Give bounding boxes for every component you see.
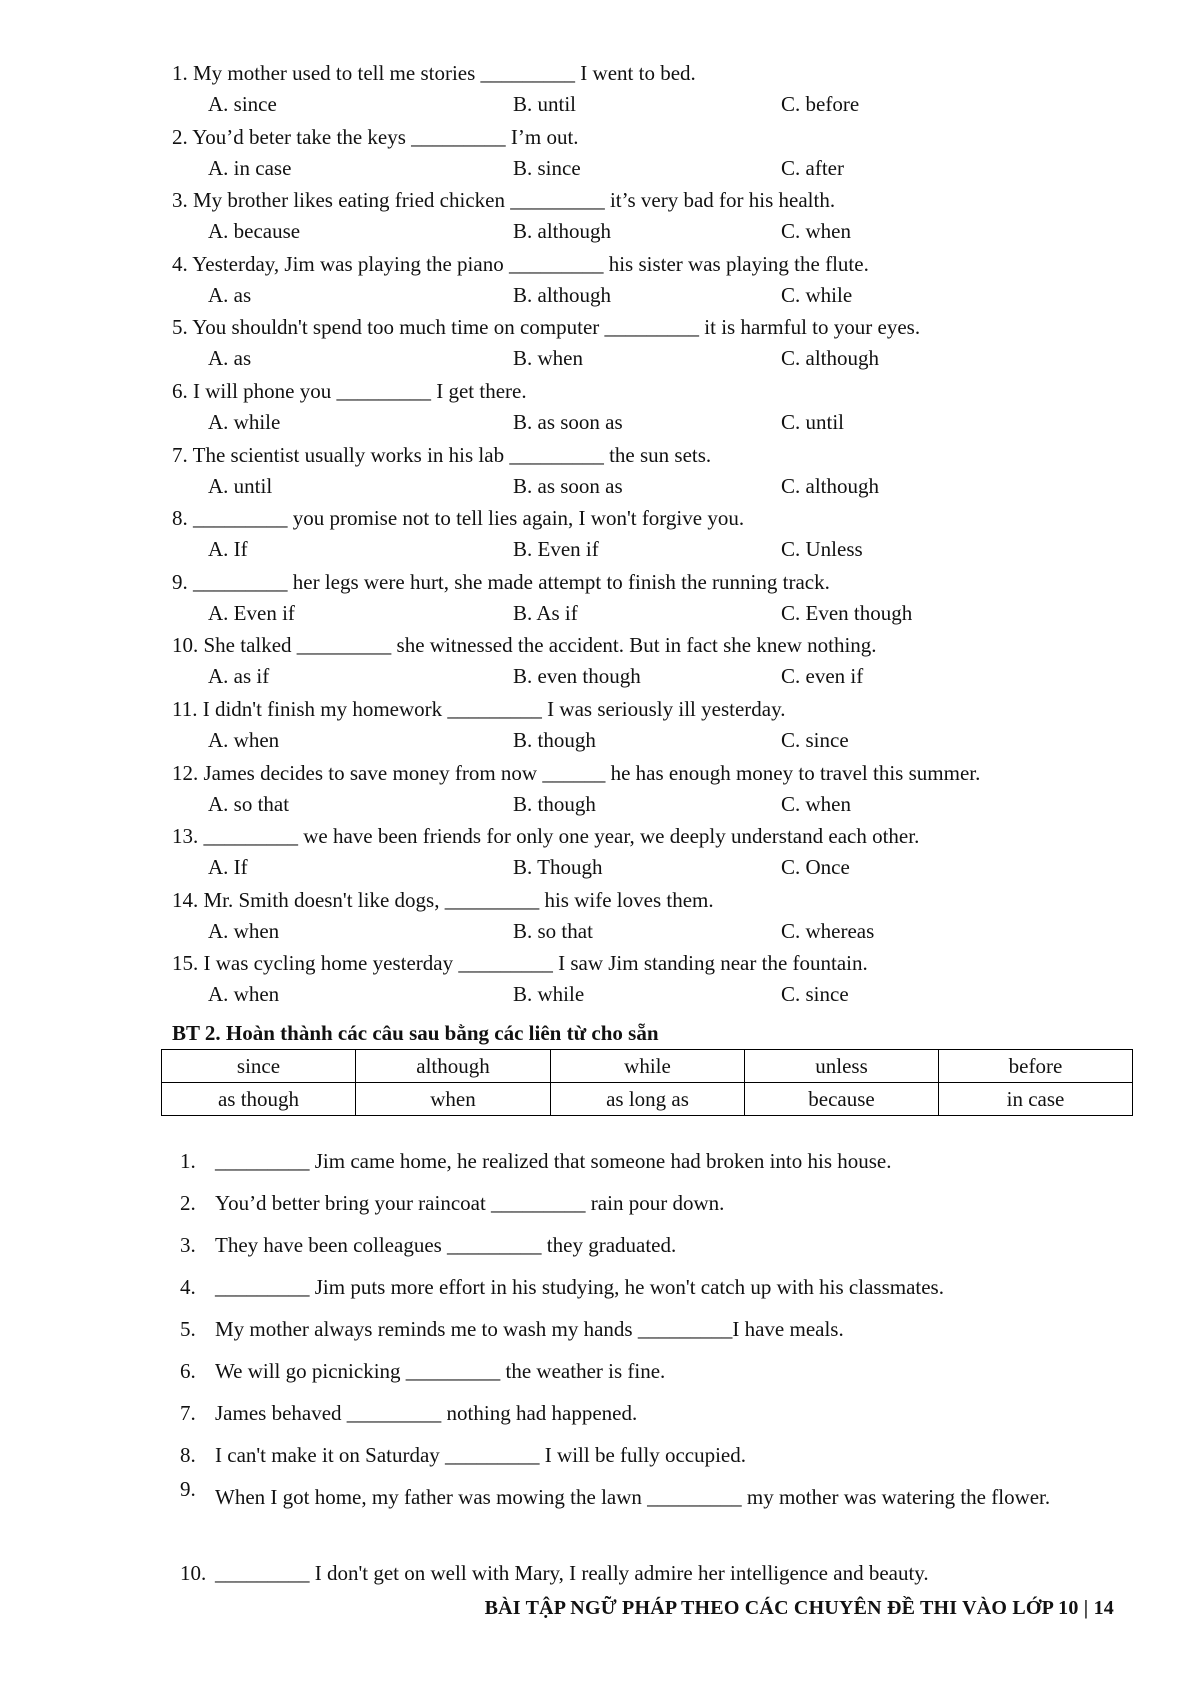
option-c: C. since — [781, 982, 849, 1007]
question-number: 4. — [172, 251, 188, 276]
sentence-text: They have been colleagues _________ they graduated. — [215, 1233, 677, 1257]
option-b: B. although — [513, 282, 611, 307]
option-c: C. until — [781, 409, 845, 434]
question-text: Yesterday, Jim was playing the piano _________ his sister was playing the flute. — [192, 251, 869, 276]
section-heading: BT 2. Hoàn thành các câu sau bằng các liên từ cho sẵn — [172, 1021, 659, 1045]
option-c: C. whereas — [781, 918, 875, 943]
answer-options — [208, 600, 1108, 626]
question-text: _________ you promise not to tell lies again, I won't forgive you. — [193, 506, 745, 531]
question — [172, 760, 1162, 824]
sentence-number: 5. — [180, 1317, 196, 1341]
question-text: I was cycling home yesterday _________ I saw Jim standing near the fountain. — [203, 951, 868, 976]
option-a: A. as — [208, 282, 252, 307]
fill-sentence — [180, 1400, 1140, 1442]
option-b: B. Though — [513, 855, 603, 880]
option-a: A. Even if — [208, 600, 295, 625]
question-text: James decides to save money from now ______ he has enough money to travel this summer. — [203, 760, 981, 785]
sentence-number: 4. — [180, 1275, 196, 1299]
option-b: B. when — [513, 346, 583, 371]
question — [172, 60, 1162, 124]
question-text: Mr. Smith doesn't like dogs, _________ his wife loves them. — [203, 887, 714, 912]
option-c: C. Once — [781, 855, 850, 880]
option-b: B. though — [513, 727, 596, 752]
option-b: B. while — [513, 982, 585, 1007]
answer-options — [208, 791, 1108, 817]
word-bank-cell: although — [356, 1050, 551, 1083]
sentence-number: 1. — [180, 1149, 196, 1173]
question-text: _________ her legs were hurt, she made attempt to finish the running track. — [193, 569, 830, 594]
option-a: A. in case — [208, 155, 292, 180]
option-c: C. when — [781, 219, 851, 244]
answer-options — [208, 91, 1108, 117]
word-bank-cell: since — [162, 1050, 356, 1083]
fill-sentence — [180, 1358, 1140, 1400]
option-c: C. Even though — [781, 600, 913, 625]
option-a: A. as if — [208, 664, 270, 689]
question-number: 1. — [172, 61, 188, 85]
question-text: You shouldn't spend too much time on computer _________ it is harmful to your eyes. — [192, 315, 921, 340]
question-stem — [172, 950, 868, 976]
word-bank-row — [162, 1050, 1133, 1083]
question-stem — [172, 124, 579, 150]
question-number: 6. — [172, 378, 188, 403]
answer-options — [208, 727, 1108, 753]
option-b: B. As if — [513, 600, 578, 625]
option-b: B. even though — [513, 664, 641, 689]
question — [172, 124, 1162, 188]
fill-sentence — [180, 1148, 1140, 1190]
option-b: B. as soon as — [513, 409, 623, 434]
sentence-number: 2. — [180, 1191, 196, 1215]
fill-sentence — [180, 1316, 1140, 1358]
option-b: B. Even if — [513, 537, 599, 562]
question-number: 15. — [172, 951, 199, 976]
option-b: B. though — [513, 791, 596, 816]
sentence-number: 10. — [180, 1561, 207, 1585]
question-stem — [172, 569, 830, 595]
answer-options — [208, 345, 1108, 371]
question-number: 3. — [172, 188, 188, 213]
question-stem — [172, 823, 919, 849]
fill-sentence — [180, 1560, 1140, 1602]
question-text: My brother likes eating fried chicken _________ it’s very bad for his health. — [193, 188, 836, 213]
word-bank-table — [161, 1049, 1133, 1116]
option-a: A. since — [208, 92, 277, 116]
sentence-number: 9. — [180, 1477, 196, 1501]
question-number: 14. — [172, 887, 199, 912]
sentence-number: 3. — [180, 1233, 196, 1257]
fill-sentence — [180, 1274, 1140, 1316]
question-number: 13. — [172, 824, 199, 849]
question-stem — [172, 632, 877, 658]
question-number: 9. — [172, 569, 188, 594]
answer-options — [208, 981, 1108, 1007]
option-c: C. while — [781, 282, 853, 307]
answer-options — [208, 155, 1108, 181]
question-text: The scientist usually works in his lab _________ the sun sets. — [192, 442, 712, 467]
option-b: B. until — [513, 92, 577, 116]
option-c: C. after — [781, 155, 844, 180]
fill-sentence — [180, 1476, 1140, 1560]
fill-in-section — [180, 1148, 1140, 1602]
question-stem — [172, 505, 744, 531]
option-a: A. when — [208, 918, 280, 943]
question-number: 2. — [172, 124, 188, 149]
question-number: 10. — [172, 633, 199, 658]
option-a: A. while — [208, 409, 281, 434]
answer-options — [208, 854, 1108, 880]
word-bank-row — [162, 1083, 1133, 1116]
question-stem — [172, 60, 696, 86]
question — [172, 569, 1162, 633]
option-b: B. since — [513, 155, 581, 180]
question-text: She talked _________ she witnessed the accident. But in fact she knew nothing. — [203, 633, 877, 658]
question-stem — [172, 696, 786, 722]
sentence-text: I can't make it on Saturday _________ I will be fully occupied. — [215, 1443, 746, 1467]
sentence-text: _________ I don't get on well with Mary, I really admire her intelligence and beauty. — [215, 1561, 929, 1585]
answer-options — [208, 536, 1108, 562]
option-c: C. although — [781, 473, 879, 498]
word-bank-cell: while — [551, 1050, 745, 1083]
page-footer: BÀI TẬP NGỮ PHÁP THEO CÁC CHUYÊN ĐỀ THI VÀO LỚP 10 | 14 — [484, 1597, 1114, 1619]
option-b: B. although — [513, 219, 611, 244]
word-bank-cell: as long as — [551, 1083, 745, 1116]
question — [172, 187, 1162, 251]
question-number: 12. — [172, 760, 199, 785]
question-stem — [172, 187, 835, 213]
option-a: A. because — [208, 219, 301, 244]
fill-sentence — [180, 1232, 1140, 1274]
question-stem — [172, 887, 714, 913]
question-number: 11. — [172, 696, 198, 721]
word-bank-cell: in case — [939, 1083, 1133, 1116]
answer-options — [208, 663, 1108, 689]
question — [172, 950, 1162, 1014]
question-stem — [172, 251, 869, 277]
option-c: C. although — [781, 346, 879, 371]
option-b: B. as soon as — [513, 473, 623, 498]
word-bank-cell: because — [745, 1083, 939, 1116]
word-bank-cell: when — [356, 1083, 551, 1116]
question-text: _________ we have been friends for only one year, we deeply understand each other. — [203, 824, 920, 849]
question-number: 5. — [172, 315, 188, 340]
question — [172, 823, 1162, 887]
question-stem — [172, 760, 980, 786]
sentence-text: When I got home, my father was mowing the lawn _________ my mother was watering the flower. — [215, 1485, 1051, 1509]
question-number: 8. — [172, 506, 188, 531]
question — [172, 378, 1162, 442]
option-a: A. If — [208, 537, 248, 562]
question-stem — [172, 314, 920, 340]
option-c: C. when — [781, 791, 851, 816]
answer-options — [208, 218, 1108, 244]
sentence-text: James behaved _________ nothing had happened. — [215, 1401, 638, 1425]
question — [172, 251, 1162, 315]
answer-options — [208, 409, 1108, 435]
multiple-choice-section — [172, 60, 1162, 1014]
option-c: C. Unless — [781, 537, 863, 562]
question-stem — [172, 442, 711, 468]
answer-options — [208, 918, 1108, 944]
option-a: A. so that — [208, 791, 290, 816]
question — [172, 505, 1162, 569]
question — [172, 314, 1162, 378]
sentence-number: 7. — [180, 1401, 196, 1425]
option-a: A. when — [208, 982, 280, 1007]
answer-options — [208, 473, 1108, 499]
word-bank-cell: before — [939, 1050, 1133, 1083]
option-c: C. since — [781, 727, 849, 752]
question-text: My mother used to tell me stories _________ I went to bed. — [193, 61, 696, 85]
word-bank-cell: as though — [162, 1083, 356, 1116]
sentence-number: 6. — [180, 1359, 196, 1383]
sentence-number: 8. — [180, 1443, 196, 1467]
answer-options — [208, 282, 1108, 308]
question — [172, 696, 1162, 760]
option-b: B. so that — [513, 918, 593, 943]
option-c: C. even if — [781, 664, 864, 689]
question-number: 7. — [172, 442, 188, 467]
question — [172, 442, 1162, 506]
question-stem — [172, 378, 527, 404]
question-text: I didn't finish my homework _________ I was seriously ill yesterday. — [202, 696, 786, 721]
sentence-text: We will go picnicking _________ the weather is fine. — [215, 1359, 666, 1383]
fill-sentence — [180, 1190, 1140, 1232]
word-bank-cell: unless — [745, 1050, 939, 1083]
option-a: A. until — [208, 473, 273, 498]
question — [172, 632, 1162, 696]
question-text: I will phone you _________ I get there. — [193, 378, 527, 403]
option-a: A. If — [208, 855, 248, 880]
sentence-text: _________ Jim came home, he realized that someone had broken into his house. — [215, 1149, 892, 1173]
sentence-text: _________ Jim puts more effort in his studying, he won't catch up with his classmates. — [215, 1275, 944, 1299]
option-a: A. when — [208, 727, 280, 752]
sentence-text: My mother always reminds me to wash my hands _________I have meals. — [215, 1317, 844, 1341]
question-text: You’d beter take the keys _________ I’m out. — [192, 124, 579, 149]
sentence-text: You’d better bring your raincoat _________ rain pour down. — [215, 1191, 725, 1215]
option-a: A. as — [208, 346, 252, 371]
option-c: C. before — [781, 92, 860, 116]
question — [172, 887, 1162, 951]
